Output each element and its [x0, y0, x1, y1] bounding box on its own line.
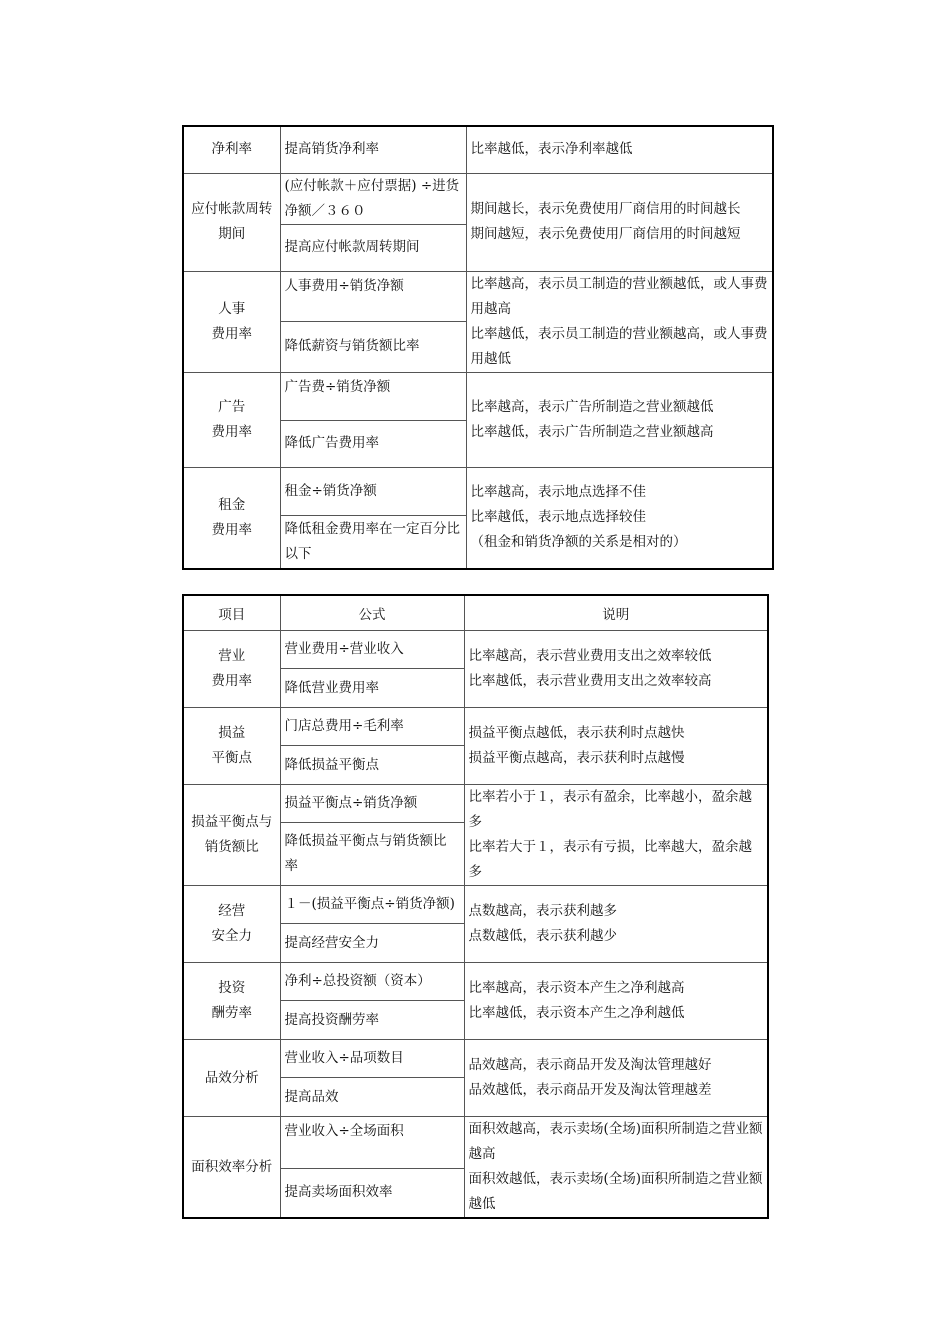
header-item: 项目 [183, 595, 280, 631]
formula-text: 降低租金费用率在一定百分比以下 [284, 520, 460, 562]
note-text: （租金和销货净额的关系是相对的） [470, 534, 687, 551]
item-label: 费用率 [211, 521, 252, 538]
item-label: 费用率 [211, 423, 252, 440]
item-cell [183, 173, 280, 271]
note-text: 比率若大于１，表示有亏损，比率越大，盈余越多 [468, 839, 752, 880]
header-note: 说明 [464, 595, 768, 631]
formula-text: 提高销货净利率 [284, 141, 379, 158]
table-row [183, 173, 773, 224]
note-cell [464, 886, 768, 963]
formula-text: 营业费用÷营业收入 [284, 641, 404, 657]
note-cell [466, 173, 773, 271]
note-cell [466, 372, 773, 467]
formula-cell [280, 420, 466, 467]
formula-cell [280, 126, 466, 173]
ratio-table-2 [182, 594, 769, 1219]
formula-cell [280, 746, 464, 785]
formula-cell [280, 271, 466, 322]
formula-cell [280, 631, 464, 669]
note-cell [466, 271, 773, 372]
formula-text: 损益平衡点÷销货净额 [284, 795, 418, 811]
formula-text: 降低损益平衡点 [284, 756, 379, 773]
table-row [183, 1040, 768, 1078]
note-text: 比率越低，表示广告所制造之营业额越高 [470, 423, 714, 440]
item-label: 租金 [218, 496, 246, 513]
table-row [183, 467, 773, 515]
note-text: 比率越低，表示地点选择较佳 [470, 509, 646, 526]
item-cell [183, 886, 280, 963]
formula-text: 营业收入÷全场面积 [284, 1123, 404, 1139]
table-row [183, 785, 768, 823]
note-text: 比率越高，表示地点选择不佳 [470, 484, 646, 501]
formula-text: 营业收入÷品项数目 [284, 1050, 404, 1066]
formula-cell [280, 224, 466, 271]
note-cell [466, 467, 773, 569]
ratio-table-1 [182, 125, 774, 570]
table-row [183, 963, 768, 1001]
note-text: 比率若小于１，表示有盈余，比率越小，盈余越多 [468, 789, 752, 830]
formula-cell [280, 708, 464, 746]
item-label: 期间 [218, 226, 246, 242]
item-label: 经营 [218, 903, 246, 919]
formula-text: 降低薪资与销货额比率 [284, 338, 420, 355]
formula-cell [280, 173, 466, 224]
note-cell [464, 1040, 768, 1117]
header-formula: 公式 [280, 595, 464, 631]
note-text: 比率越低，表示资本产生之净利越低 [468, 1005, 685, 1021]
note-cell [464, 963, 768, 1040]
item-label: 损益平衡点与 [191, 814, 273, 830]
note-text: 品效越高，表示商品开发及淘汰管理越好 [468, 1057, 712, 1073]
formula-cell [280, 322, 466, 373]
item-label: 平衡点 [211, 750, 252, 766]
item-cell [183, 963, 280, 1040]
note-cell [464, 631, 768, 708]
table-row [183, 126, 773, 173]
note-text: 损益平衡点越高，表示获利时点越慢 [468, 750, 685, 766]
formula-cell [280, 1168, 464, 1218]
item-cell [183, 1040, 280, 1117]
formula-cell [280, 886, 464, 924]
note-text: 比率越低，表示员工制造的营业额越高，或人事费用越低 [470, 325, 768, 367]
table-row [183, 631, 768, 669]
item-label: 广告 [218, 398, 246, 415]
formula-cell [280, 924, 464, 963]
formula-text: (应付帐款＋应付票据) ÷进货净额／３６０ [284, 177, 460, 219]
table-row [183, 708, 768, 746]
note-text: 损益平衡点越低，表示获利时点越快 [468, 725, 685, 741]
formula-text: 提高卖场面积效率 [284, 1184, 393, 1201]
note-text: 点数越低，表示获利越少 [468, 928, 617, 944]
item-label: 费用率 [211, 673, 252, 689]
item-label: 人事 [218, 300, 246, 317]
formula-text: 提高投资酬劳率 [284, 1011, 379, 1028]
item-label: 营业 [218, 648, 246, 664]
formula-text: 提高经营安全力 [284, 934, 379, 951]
item-label: 酬劳率 [211, 1005, 252, 1021]
formula-cell [280, 823, 464, 886]
note-text: 期间越短，表示免费使用厂商信用的时间越短 [470, 226, 741, 242]
formula-text: 降低营业费用率 [284, 679, 379, 696]
formula-text: 净利÷总投资额（资本） [284, 973, 431, 989]
table-row [183, 372, 773, 420]
formula-cell [280, 1078, 464, 1117]
formula-text: 降低广告费用率 [284, 435, 379, 451]
table-header-row [183, 595, 768, 631]
note-text: 点数越高，表示获利越多 [468, 903, 617, 919]
note-text: 比率越低，表示营业费用支出之效率较高 [468, 673, 712, 689]
item-label: 品效分析 [204, 1069, 259, 1086]
note-text: 期间越长，表示免费使用厂商信用的时间越长 [470, 201, 741, 217]
formula-cell [280, 467, 466, 515]
note-text: 比率越高，表示营业费用支出之效率较低 [468, 648, 712, 664]
item-label: 费用率 [211, 325, 252, 342]
formula-cell [280, 785, 464, 823]
formula-text: 人事费用÷销货净额 [284, 277, 404, 294]
item-label: 安全力 [211, 928, 252, 944]
item-label: 应付帐款周转 [191, 201, 273, 217]
formula-text: 提高品效 [284, 1088, 339, 1105]
note-text: 比率越高，表示广告所制造之营业额越低 [470, 398, 714, 415]
item-cell [183, 631, 280, 708]
formula-cell [280, 1040, 464, 1078]
formula-cell [280, 1117, 464, 1169]
item-cell [183, 467, 280, 569]
formula-cell [280, 963, 464, 1001]
item-cell [183, 708, 280, 785]
formula-cell [280, 372, 466, 420]
formula-text: 提高应付帐款周转期间 [284, 239, 420, 255]
note-text: 面积效越低，表示卖场(全场)面积所制造之营业额越低 [468, 1171, 763, 1212]
formula-text: 降低损益平衡点与销货额比率 [284, 833, 447, 874]
item-cell [183, 1117, 280, 1219]
table-row [183, 271, 773, 322]
formula-text: 租金÷销货净额 [284, 482, 377, 499]
note-text: 面积效越高，表示卖场(全场)面积所制造之营业额越高 [468, 1121, 763, 1162]
item-label: 面积效率分析 [191, 1158, 273, 1175]
note-cell [464, 1117, 768, 1219]
note-text: 比率越高，表示员工制造的营业额越低，或人事费用越高 [470, 275, 768, 317]
item-cell [183, 785, 280, 886]
item-label: 损益 [218, 725, 246, 741]
table-row [183, 886, 768, 924]
item-label: 净利率 [211, 141, 252, 158]
note-text: 品效越低，表示商品开发及淘汰管理越差 [468, 1082, 712, 1098]
table-row [183, 1117, 768, 1169]
formula-text: 门店总费用÷毛利率 [284, 718, 404, 734]
item-label: 销货额比 [204, 839, 259, 855]
formula-cell [280, 1001, 464, 1040]
note-cell [466, 126, 773, 173]
note-text: 比率越低，表示净利率越低 [470, 141, 633, 158]
item-cell [183, 372, 280, 467]
note-cell [464, 785, 768, 886]
item-cell [183, 271, 280, 372]
item-cell [183, 126, 280, 173]
formula-cell [280, 669, 464, 708]
item-label: 投资 [218, 980, 246, 996]
note-cell [464, 708, 768, 785]
formula-text: 广告费÷销货净额 [284, 378, 391, 395]
formula-text: １－(损益平衡点÷销货净额) [284, 896, 455, 912]
formula-cell [280, 515, 466, 569]
note-text: 比率越高，表示资本产生之净利越高 [468, 980, 685, 996]
